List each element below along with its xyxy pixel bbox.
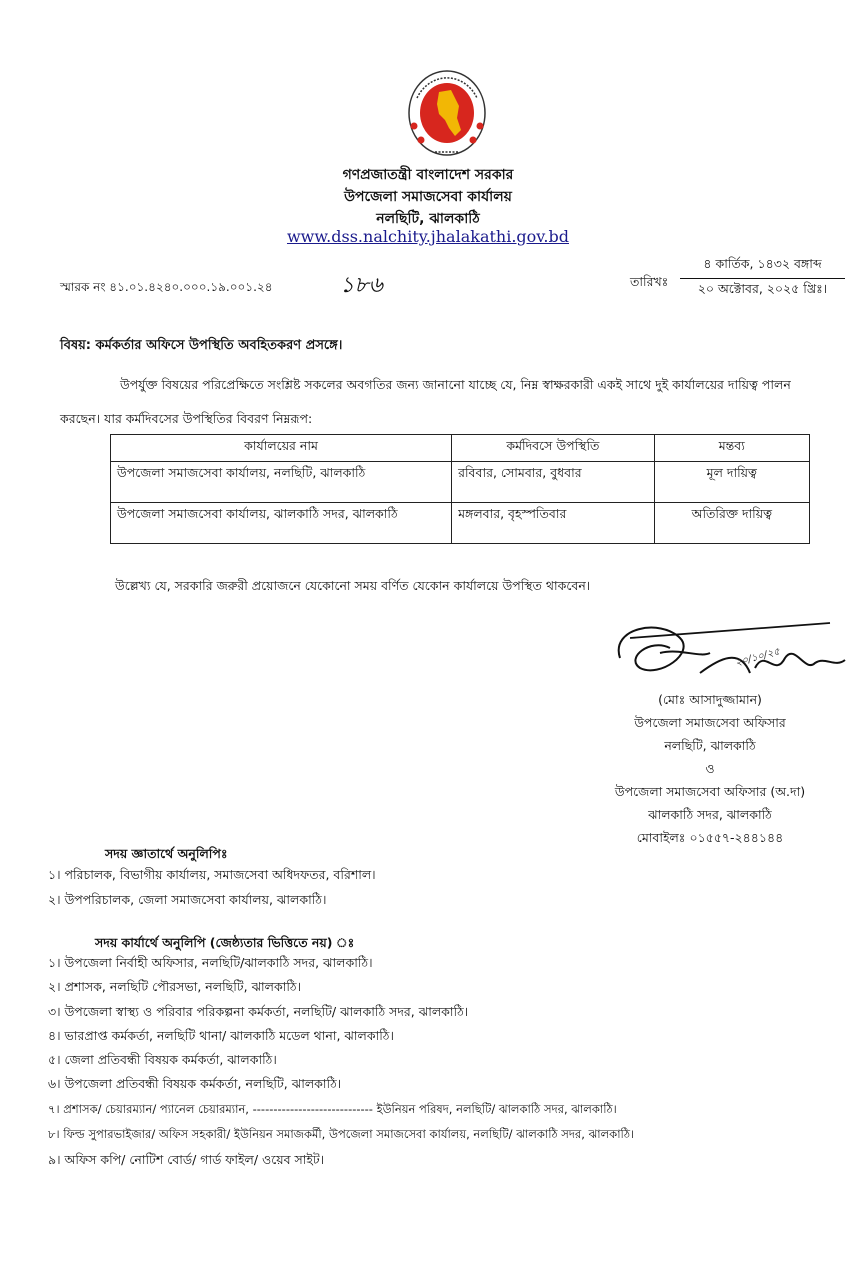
cell-office: উপজেলা সমাজসেবা কার্যালয়, ঝালকাঠি সদর, ঝালকাঠি — [111, 503, 452, 544]
signatory-title-2: উপজেলা সমাজসেবা অফিসার (অ.দা) — [614, 784, 806, 799]
header-location: নলছিটি, ঝালকাঠি — [376, 211, 480, 227]
cc-info-heading: সদয় জ্ঞাতার্থে অনুলিপিঃ — [105, 846, 228, 861]
header-office-name: কার্যালয়ের নাম — [111, 435, 452, 462]
cc-info-item: ২। উপপরিচালক, জেলা সমাজসেবা কার্যালয়, ঝালকাঠি। — [48, 892, 327, 907]
cc-action-heading: সদয় কার্যার্থে অনুলিপি (জেষ্ঠ্যতার ভিত্তিতে নয়) ঃ — [95, 935, 355, 950]
date-gregorian: ২০ অক্টোবর, ২০২৫ খ্রিঃ। — [697, 281, 828, 296]
signature-icon — [600, 618, 850, 698]
signatory-name: (মোঃ আসাদুজ্জামান) — [658, 692, 762, 707]
subject-line: বিষয়: কর্মকর্তার অফিসে উপস্থিতি অবহিতকরণ প্রসঙ্গে। — [60, 338, 343, 353]
header-office-name: উপজেলা সমাজসেবা কার্যালয় — [344, 189, 512, 205]
signatory-block — [560, 688, 856, 849]
signatory-and: ও — [705, 761, 715, 776]
cc-action-item: ৭। প্রশাসক/ চেয়ারম্যান/ প্যানেল চেয়ারম্যান, ----------------------------- ইউনিয়ন পরিষদ, নলছিটি/ ঝালকাঠি সদর, ঝালকাঠি। — [48, 1102, 617, 1116]
government-seal-icon — [405, 68, 489, 158]
signatory-mobile: মোবাইলঃ ০১৫৫৭-২৪৪১৪৪ — [636, 830, 784, 845]
header-remarks: মন্তব্য — [654, 435, 809, 462]
cc-action-item: ৪। ভারপ্রাপ্ত কর্মকর্তা, নলছিটি থানা/ ঝালকাঠি মডেল থানা, ঝালকাঠি। — [48, 1028, 394, 1043]
cell-remarks: মূল দায়িত্ব — [654, 462, 809, 503]
cc-action-item: ১। উপজেলা নির্বাহী অফিসার, নলছিটি/ঝালকাঠি সদর, ঝালকাঠি। — [48, 955, 373, 970]
signatory-location-1: নলছিটি, ঝালকাঠি — [664, 738, 756, 753]
cell-remarks: অতিরিক্ত দায়িত্ব — [654, 503, 809, 544]
signature-date: ২০/১০/২৫ — [734, 646, 782, 669]
signatory-location-2: ঝালকাঠি সদর, ঝালকাঠি — [648, 807, 772, 822]
cc-action-item: ৮। ফিল্ড সুপারভাইজার/ অফিস সহকারী/ ইউনিয়ন সমাজকর্মী, উপজেলা সমাজসেবা কার্যালয়, নলছিটি/ ঝালকাঠি সদর, ঝালকাঠি। — [48, 1127, 635, 1141]
signatory-title-1: উপজেলা সমাজসেবা অফিসার — [634, 715, 786, 730]
note-paragraph: উল্লেখ্য যে, সরকারি জরুরী প্রয়োজনে যেকোনো সময় বর্ণিত যেকোন কার্যালয়ে উপস্থিত থাকবেন। — [115, 578, 591, 593]
cell-office: উপজেলা সমাজসেবা কার্যালয়, নলছিটি, ঝালকাঠি — [111, 462, 452, 503]
memo-number: স্মারক নং ৪১.০১.৪২৪০.০০০.১৯.০০১.২৪ — [60, 280, 273, 294]
table-row — [111, 462, 810, 503]
cc-info-item: ১। পরিচালক, বিভাগীয় কার্যালয়, সমাজসেবা অধিদফতর, বরিশাল। — [48, 867, 376, 882]
date-label: তারিখঃ — [630, 274, 669, 289]
date-bengali: ৪ কার্তিক, ১৪৩২ বঙ্গাব্দ — [680, 256, 845, 279]
cc-action-item: ৬। উপজেলা প্রতিবন্ধী বিষয়ক কর্মকর্তা, নলছিটি, ঝালকাঠি। — [48, 1076, 342, 1091]
attendance-table — [110, 434, 810, 544]
handwritten-memo-number: ১৮৬ — [340, 273, 383, 298]
table-row — [111, 503, 810, 544]
cc-action-item: ৩। উপজেলা স্বাস্থ্য ও পরিবার পরিকল্পনা কর্মকর্তা, নলছিটি/ ঝালকাঠি সদর, ঝালকাঠি। — [48, 1004, 469, 1019]
cc-action-item: ২। প্রশাসক, নলছিটি পৌরসভা, নলছিটি, ঝালকাঠি। — [48, 979, 302, 994]
cell-days: মঙ্গলবার, বৃহস্পতিবার — [452, 503, 655, 544]
table-header-row — [111, 435, 810, 462]
header-government-name: গণপ্রজাতন্ত্রী বাংলাদেশ সরকার — [342, 167, 514, 183]
body-paragraph: উপর্যুক্ত বিষয়ের পরিপ্রেক্ষিতে সংশ্লিষ্ট সকলের অবগতির জন্য জানানো যাচ্ছে যে, নিম্ন স্বাক্ষরকারী একই সাথে দুই কার্যালয়ের দায়িত্ব পালন করছেন। যার কর্মদিবসের উপস্থিতির বিবরণ নিম্নরূপ: — [60, 377, 791, 426]
website-link[interactable]: www.dss.nalchity.jhalakathi.gov.bd — [286, 227, 569, 246]
cc-action-item: ৯। অফিস কপি/ নোটিশ বোর্ড/ গার্ড ফাইল/ ওয়েব সাইট। — [48, 1152, 325, 1167]
cc-action-item: ৫। জেলা প্রতিবন্ধী বিষয়ক কর্মকর্তা, ঝালকাঠি। — [48, 1052, 277, 1067]
cell-days: রবিবার, সোমবার, বুধবার — [452, 462, 655, 503]
header-attendance-days: কর্মদিবসে উপস্থিতি — [452, 435, 655, 462]
